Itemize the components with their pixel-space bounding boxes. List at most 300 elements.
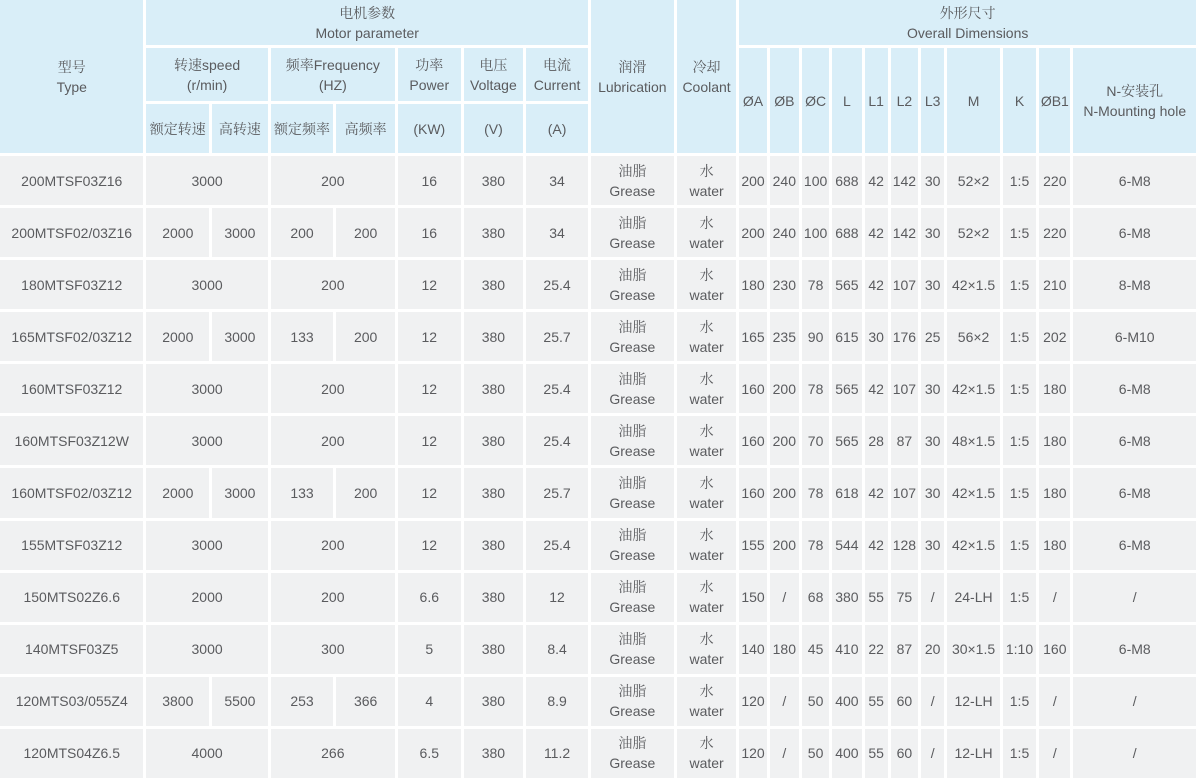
cell-coolant: 水 water — [677, 416, 737, 465]
cell-dim-m: 56×2 — [947, 312, 1000, 361]
cell-power: 12 — [398, 312, 461, 361]
header-voltage-unit: (V) — [464, 104, 524, 153]
cell-dim-ob: 200 — [770, 468, 799, 517]
cell-coolant: 水 water — [677, 521, 737, 570]
cell-dim-l1: 55 — [865, 729, 888, 778]
cell-dim-l2: 107 — [891, 260, 918, 309]
cell-speed: 3000 — [146, 416, 267, 465]
cell-mounting-hole: / — [1073, 677, 1196, 726]
cell-dim-oc: 50 — [802, 729, 829, 778]
cell-dim-oa: 165 — [739, 312, 766, 361]
cell-dim-m: 30×1.5 — [947, 625, 1000, 674]
header-lubrication — [591, 0, 674, 153]
cell-dim-ob: 200 — [770, 521, 799, 570]
header-voltage-zh: 电压 — [479, 56, 508, 73]
cell-dim-ob: / — [770, 573, 799, 622]
header-type-en: Type — [56, 78, 87, 95]
cell-dim-l3: 30 — [921, 416, 944, 465]
cell-dim-l: 565 — [832, 260, 861, 309]
cell-dim-ob: 235 — [770, 312, 799, 361]
cell-coolant: 水 water — [677, 364, 737, 413]
cell-frequency: 200 — [271, 416, 395, 465]
header-high-frequency: 高频率 — [336, 104, 395, 153]
cell-type: 200MTSF02/03Z16 — [0, 208, 143, 257]
cell-dim-oc: 90 — [802, 312, 829, 361]
cell-mounting-hole: 6-M8 — [1073, 156, 1196, 205]
cell-dim-m: 52×2 — [947, 208, 1000, 257]
cell-dim-l: 565 — [832, 364, 861, 413]
cell-dim-l3: 30 — [921, 468, 944, 517]
cell-dim-l: 688 — [832, 156, 861, 205]
cell-frequency: 200 — [271, 260, 395, 309]
cell-power: 6.5 — [398, 729, 461, 778]
header-current-zh: 电流 — [543, 56, 572, 73]
cell-mounting-hole: 6-M8 — [1073, 521, 1196, 570]
cell-type: 120MTS03/055Z4 — [0, 677, 143, 726]
cell-voltage: 380 — [464, 573, 524, 622]
cell-dim-l2: 142 — [891, 156, 918, 205]
cell-dim-ob1: / — [1039, 573, 1070, 622]
cell-mounting-hole: 6-M8 — [1073, 468, 1196, 517]
cell-speed: 3000 — [146, 260, 267, 309]
header-dim-l2: L2 — [891, 48, 918, 153]
cell-rated-speed: 3800 — [146, 677, 209, 726]
cell-current: 34 — [526, 208, 588, 257]
cell-dim-l2: 107 — [891, 364, 918, 413]
cell-voltage: 380 — [464, 677, 524, 726]
cell-dim-ob: / — [770, 677, 799, 726]
header-row-groups — [0, 0, 1196, 45]
header-coolant — [677, 0, 737, 153]
cell-voltage: 380 — [464, 416, 524, 465]
cell-current: 25.4 — [526, 416, 588, 465]
cell-dim-l: 615 — [832, 312, 861, 361]
cell-current: 8.9 — [526, 677, 588, 726]
cell-dim-ob1: 220 — [1039, 208, 1070, 257]
cell-voltage: 380 — [464, 625, 524, 674]
cell-frequency: 200 — [271, 573, 395, 622]
cell-lubrication: 油脂 Grease — [591, 364, 674, 413]
cell-type: 200MTSF03Z16 — [0, 156, 143, 205]
spec-table-body — [0, 156, 1196, 778]
cell-voltage: 380 — [464, 729, 524, 778]
cell-coolant: 水 water — [677, 312, 737, 361]
cell-frequency: 266 — [271, 729, 395, 778]
table-row — [0, 364, 1196, 413]
cell-dim-k: 1:5 — [1003, 521, 1036, 570]
cell-type: 180MTSF03Z12 — [0, 260, 143, 309]
header-frequency — [271, 48, 395, 101]
table-row — [0, 416, 1196, 465]
cell-rated-frequency: 133 — [271, 468, 334, 517]
cell-voltage: 380 — [464, 260, 524, 309]
cell-rated-speed: 2000 — [146, 468, 209, 517]
table-row — [0, 521, 1196, 570]
cell-dim-l: 544 — [832, 521, 861, 570]
cell-dim-m: 42×1.5 — [947, 468, 1000, 517]
cell-current: 25.4 — [526, 260, 588, 309]
cell-dim-k: 1:5 — [1003, 573, 1036, 622]
header-voltage-en: Voltage — [470, 76, 517, 93]
header-high-speed: 高转速 — [212, 104, 268, 153]
table-row — [0, 312, 1196, 361]
cell-type: 160MTSF02/03Z12 — [0, 468, 143, 517]
cell-dim-ob: 240 — [770, 208, 799, 257]
cell-current: 25.4 — [526, 364, 588, 413]
table-row — [0, 573, 1196, 622]
cell-dim-oc: 50 — [802, 677, 829, 726]
cell-mounting-hole: / — [1073, 573, 1196, 622]
cell-type: 165MTSF02/03Z12 — [0, 312, 143, 361]
header-speed-en: (r/min) — [186, 76, 228, 93]
cell-speed: 3000 — [146, 364, 267, 413]
cell-high-frequency: 200 — [336, 208, 395, 257]
cell-type: 140MTSF03Z5 — [0, 625, 143, 674]
cell-voltage: 380 — [464, 364, 524, 413]
cell-dim-m: 12-LH — [947, 729, 1000, 778]
cell-dim-oa: 160 — [739, 468, 766, 517]
cell-dim-ob: 180 — [770, 625, 799, 674]
cell-dim-ob1: 180 — [1039, 521, 1070, 570]
table-row — [0, 677, 1196, 726]
cell-dim-l: 565 — [832, 416, 861, 465]
cell-dim-m: 48×1.5 — [947, 416, 1000, 465]
cell-dim-oa: 120 — [739, 677, 766, 726]
cell-dim-oc: 68 — [802, 573, 829, 622]
cell-dim-k: 1:5 — [1003, 416, 1036, 465]
cell-dim-l1: 22 — [865, 625, 888, 674]
cell-lubrication: 油脂 Grease — [591, 573, 674, 622]
cell-mounting-hole: 6-M8 — [1073, 208, 1196, 257]
cell-dim-oc: 70 — [802, 416, 829, 465]
spec-table-header — [0, 0, 1196, 153]
cell-voltage: 380 — [464, 208, 524, 257]
header-speed — [146, 48, 267, 101]
cell-current: 25.7 — [526, 312, 588, 361]
cell-frequency: 200 — [271, 156, 395, 205]
cell-high-frequency: 200 — [336, 312, 395, 361]
cell-lubrication: 油脂 Grease — [591, 625, 674, 674]
cell-dim-ob1: 180 — [1039, 468, 1070, 517]
cell-dim-l3: 30 — [921, 260, 944, 309]
cell-dim-l: 400 — [832, 677, 861, 726]
header-current-en: Current — [533, 76, 581, 93]
cell-dim-l: 380 — [832, 573, 861, 622]
cell-dim-oa: 200 — [739, 208, 766, 257]
cell-dim-ob1: 220 — [1039, 156, 1070, 205]
header-dim-l3: L3 — [921, 48, 944, 153]
cell-dim-ob: 200 — [770, 416, 799, 465]
cell-dim-k: 1:5 — [1003, 677, 1036, 726]
cell-dim-l1: 30 — [865, 312, 888, 361]
header-frequency-zh: 频率Frequency — [285, 56, 380, 73]
cell-dim-l1: 42 — [865, 364, 888, 413]
table-row — [0, 625, 1196, 674]
cell-current: 25.4 — [526, 521, 588, 570]
cell-lubrication: 油脂 Grease — [591, 729, 674, 778]
cell-dim-oc: 45 — [802, 625, 829, 674]
header-dim-m: M — [947, 48, 1000, 153]
cell-dim-l1: 42 — [865, 156, 888, 205]
cell-speed: 3000 — [146, 625, 267, 674]
cell-rated-frequency: 253 — [271, 677, 334, 726]
header-speed-zh: 转速speed — [174, 56, 241, 73]
cell-current: 12 — [526, 573, 588, 622]
cell-dim-oa: 160 — [739, 416, 766, 465]
cell-rated-frequency: 133 — [271, 312, 334, 361]
cell-dim-l1: 42 — [865, 208, 888, 257]
cell-coolant: 水 water — [677, 208, 737, 257]
header-current-unit: (A) — [526, 104, 588, 153]
cell-dim-k: 1:5 — [1003, 260, 1036, 309]
cell-dim-ob: / — [770, 729, 799, 778]
cell-power: 12 — [398, 468, 461, 517]
cell-high-frequency: 200 — [336, 468, 395, 517]
cell-dim-l: 400 — [832, 729, 861, 778]
header-dim-oc: ØC — [802, 48, 829, 153]
cell-power: 16 — [398, 208, 461, 257]
cell-dim-l2: 107 — [891, 468, 918, 517]
cell-lubrication: 油脂 Grease — [591, 260, 674, 309]
cell-dim-m: 52×2 — [947, 156, 1000, 205]
header-current — [526, 48, 588, 101]
cell-dim-oc: 78 — [802, 468, 829, 517]
cell-dim-k: 1:5 — [1003, 208, 1036, 257]
cell-high-speed: 3000 — [212, 208, 268, 257]
cell-voltage: 380 — [464, 156, 524, 205]
cell-mounting-hole: 6-M10 — [1073, 312, 1196, 361]
cell-dim-ob1: 180 — [1039, 416, 1070, 465]
cell-dim-oc: 78 — [802, 260, 829, 309]
cell-type: 155MTSF03Z12 — [0, 521, 143, 570]
cell-dim-l2: 60 — [891, 677, 918, 726]
header-frequency-en: (HZ) — [318, 76, 347, 93]
cell-dim-k: 1:10 — [1003, 625, 1036, 674]
cell-dim-oa: 150 — [739, 573, 766, 622]
header-dim-k: K — [1003, 48, 1036, 153]
cell-voltage: 380 — [464, 468, 524, 517]
cell-power: 12 — [398, 416, 461, 465]
header-voltage — [464, 48, 524, 101]
cell-rated-speed: 2000 — [146, 208, 209, 257]
table-row — [0, 468, 1196, 517]
cell-current: 34 — [526, 156, 588, 205]
cell-dim-l1: 42 — [865, 521, 888, 570]
cell-power: 12 — [398, 521, 461, 570]
header-dim-oa: ØA — [739, 48, 766, 153]
cell-voltage: 380 — [464, 312, 524, 361]
cell-dim-l: 688 — [832, 208, 861, 257]
cell-voltage: 380 — [464, 521, 524, 570]
cell-coolant: 水 water — [677, 625, 737, 674]
cell-high-speed: 3000 — [212, 312, 268, 361]
cell-dim-l3: / — [921, 729, 944, 778]
cell-dim-ob: 200 — [770, 364, 799, 413]
cell-dim-oa: 140 — [739, 625, 766, 674]
table-row — [0, 260, 1196, 309]
cell-dim-k: 1:5 — [1003, 312, 1036, 361]
cell-speed: 3000 — [146, 521, 267, 570]
cell-frequency: 300 — [271, 625, 395, 674]
cell-dim-m: 12-LH — [947, 677, 1000, 726]
cell-current: 11.2 — [526, 729, 588, 778]
cell-dim-k: 1:5 — [1003, 364, 1036, 413]
cell-dim-oa: 180 — [739, 260, 766, 309]
cell-dim-ob1: 210 — [1039, 260, 1070, 309]
cell-dim-l1: 42 — [865, 468, 888, 517]
cell-dim-oc: 100 — [802, 208, 829, 257]
cell-dim-l1: 28 — [865, 416, 888, 465]
cell-type: 160MTSF03Z12 — [0, 364, 143, 413]
cell-dim-ob1: / — [1039, 729, 1070, 778]
cell-dim-m: 42×1.5 — [947, 260, 1000, 309]
cell-lubrication: 油脂 Grease — [591, 156, 674, 205]
cell-dim-m: 42×1.5 — [947, 364, 1000, 413]
cell-dim-l3: 30 — [921, 521, 944, 570]
cell-dim-ob1: 180 — [1039, 364, 1070, 413]
cell-speed: 4000 — [146, 729, 267, 778]
cell-coolant: 水 water — [677, 729, 737, 778]
cell-type: 120MTS04Z6.5 — [0, 729, 143, 778]
cell-dim-ob1: 160 — [1039, 625, 1070, 674]
cell-type: 160MTSF03Z12W — [0, 416, 143, 465]
cell-dim-ob: 230 — [770, 260, 799, 309]
header-mounting-en: N-Mounting hole — [1083, 102, 1187, 119]
cell-rated-speed: 2000 — [146, 312, 209, 361]
header-type — [0, 0, 143, 153]
cell-dim-l2: 60 — [891, 729, 918, 778]
cell-mounting-hole: 6-M8 — [1073, 416, 1196, 465]
header-lubrication-en: Lubrication — [598, 78, 667, 95]
cell-dim-ob: 240 — [770, 156, 799, 205]
cell-high-speed: 3000 — [212, 468, 268, 517]
cell-power: 4 — [398, 677, 461, 726]
cell-high-speed: 5500 — [212, 677, 268, 726]
cell-mounting-hole: 8-M8 — [1073, 260, 1196, 309]
cell-dim-oa: 155 — [739, 521, 766, 570]
cell-dim-oa: 160 — [739, 364, 766, 413]
header-rated-speed: 额定转速 — [146, 104, 209, 153]
cell-lubrication: 油脂 Grease — [591, 677, 674, 726]
cell-dim-oa: 200 — [739, 156, 766, 205]
cell-dim-k: 1:5 — [1003, 468, 1036, 517]
cell-lubrication: 油脂 Grease — [591, 468, 674, 517]
header-overall-dimensions — [739, 0, 1196, 45]
cell-coolant: 水 water — [677, 156, 737, 205]
header-mounting-zh: N-安装孔 — [1106, 82, 1164, 99]
cell-lubrication: 油脂 Grease — [591, 416, 674, 465]
header-coolant-zh: 冷却 — [692, 58, 721, 75]
cell-current: 8.4 — [526, 625, 588, 674]
header-dim-ob: ØB — [770, 48, 799, 153]
table-row — [0, 208, 1196, 257]
cell-coolant: 水 water — [677, 260, 737, 309]
cell-frequency: 200 — [271, 364, 395, 413]
header-dim-l1: L1 — [865, 48, 888, 153]
cell-dim-m: 42×1.5 — [947, 521, 1000, 570]
cell-dim-l1: 55 — [865, 677, 888, 726]
header-coolant-en: Coolant — [682, 78, 731, 95]
cell-dim-m: 24-LH — [947, 573, 1000, 622]
cell-power: 6.6 — [398, 573, 461, 622]
cell-dim-ob1: / — [1039, 677, 1070, 726]
cell-power: 16 — [398, 156, 461, 205]
cell-dim-l2: 128 — [891, 521, 918, 570]
cell-speed: 3000 — [146, 156, 267, 205]
cell-type: 150MTS02Z6.6 — [0, 573, 143, 622]
cell-lubrication: 油脂 Grease — [591, 521, 674, 570]
header-lubrication-zh: 润滑 — [618, 58, 647, 75]
cell-dim-l2: 87 — [891, 625, 918, 674]
cell-dim-l2: 142 — [891, 208, 918, 257]
header-dim-l: L — [832, 48, 861, 153]
cell-dim-l3: 25 — [921, 312, 944, 361]
header-rated-frequency: 额定频率 — [271, 104, 334, 153]
cell-dim-k: 1:5 — [1003, 729, 1036, 778]
cell-dim-l3: 20 — [921, 625, 944, 674]
header-power-unit: (KW) — [398, 104, 461, 153]
cell-dim-l2: 75 — [891, 573, 918, 622]
header-power-zh: 功率 — [415, 56, 444, 73]
cell-rated-frequency: 200 — [271, 208, 334, 257]
cell-power: 12 — [398, 260, 461, 309]
cell-power: 12 — [398, 364, 461, 413]
table-row — [0, 729, 1196, 778]
cell-dim-oc: 100 — [802, 156, 829, 205]
cell-dim-l3: / — [921, 677, 944, 726]
cell-coolant: 水 water — [677, 573, 737, 622]
cell-dim-l3: 30 — [921, 208, 944, 257]
cell-dim-oc: 78 — [802, 364, 829, 413]
header-power-en: Power — [409, 76, 450, 93]
header-dim-ob1: ØB1 — [1039, 48, 1070, 153]
header-overall-zh: 外形尺寸 — [939, 4, 996, 21]
cell-dim-l2: 176 — [891, 312, 918, 361]
header-mounting-hole — [1073, 48, 1196, 153]
cell-dim-oc: 78 — [802, 521, 829, 570]
table-row — [0, 156, 1196, 205]
header-type-zh: 型号 — [57, 58, 86, 75]
cell-dim-l: 410 — [832, 625, 861, 674]
header-motor-en: Motor parameter — [315, 24, 419, 41]
cell-dim-l: 618 — [832, 468, 861, 517]
cell-dim-oa: 120 — [739, 729, 766, 778]
header-power — [398, 48, 461, 101]
cell-mounting-hole: 6-M8 — [1073, 364, 1196, 413]
cell-dim-k: 1:5 — [1003, 156, 1036, 205]
cell-current: 25.7 — [526, 468, 588, 517]
cell-dim-l3: / — [921, 573, 944, 622]
cell-coolant: 水 water — [677, 468, 737, 517]
cell-speed: 2000 — [146, 573, 267, 622]
cell-high-frequency: 366 — [336, 677, 395, 726]
cell-dim-l2: 87 — [891, 416, 918, 465]
cell-dim-l1: 42 — [865, 260, 888, 309]
cell-mounting-hole: / — [1073, 729, 1196, 778]
cell-lubrication: 油脂 Grease — [591, 208, 674, 257]
cell-frequency: 200 — [271, 521, 395, 570]
cell-dim-l3: 30 — [921, 364, 944, 413]
cell-dim-l3: 30 — [921, 156, 944, 205]
cell-power: 5 — [398, 625, 461, 674]
header-motor-zh: 电机参数 — [339, 4, 396, 21]
header-motor-parameter — [146, 0, 587, 45]
cell-dim-l1: 55 — [865, 573, 888, 622]
cell-lubrication: 油脂 Grease — [591, 312, 674, 361]
cell-coolant: 水 water — [677, 677, 737, 726]
header-overall-en: Overall Dimensions — [907, 24, 1029, 41]
cell-mounting-hole: 6-M8 — [1073, 625, 1196, 674]
